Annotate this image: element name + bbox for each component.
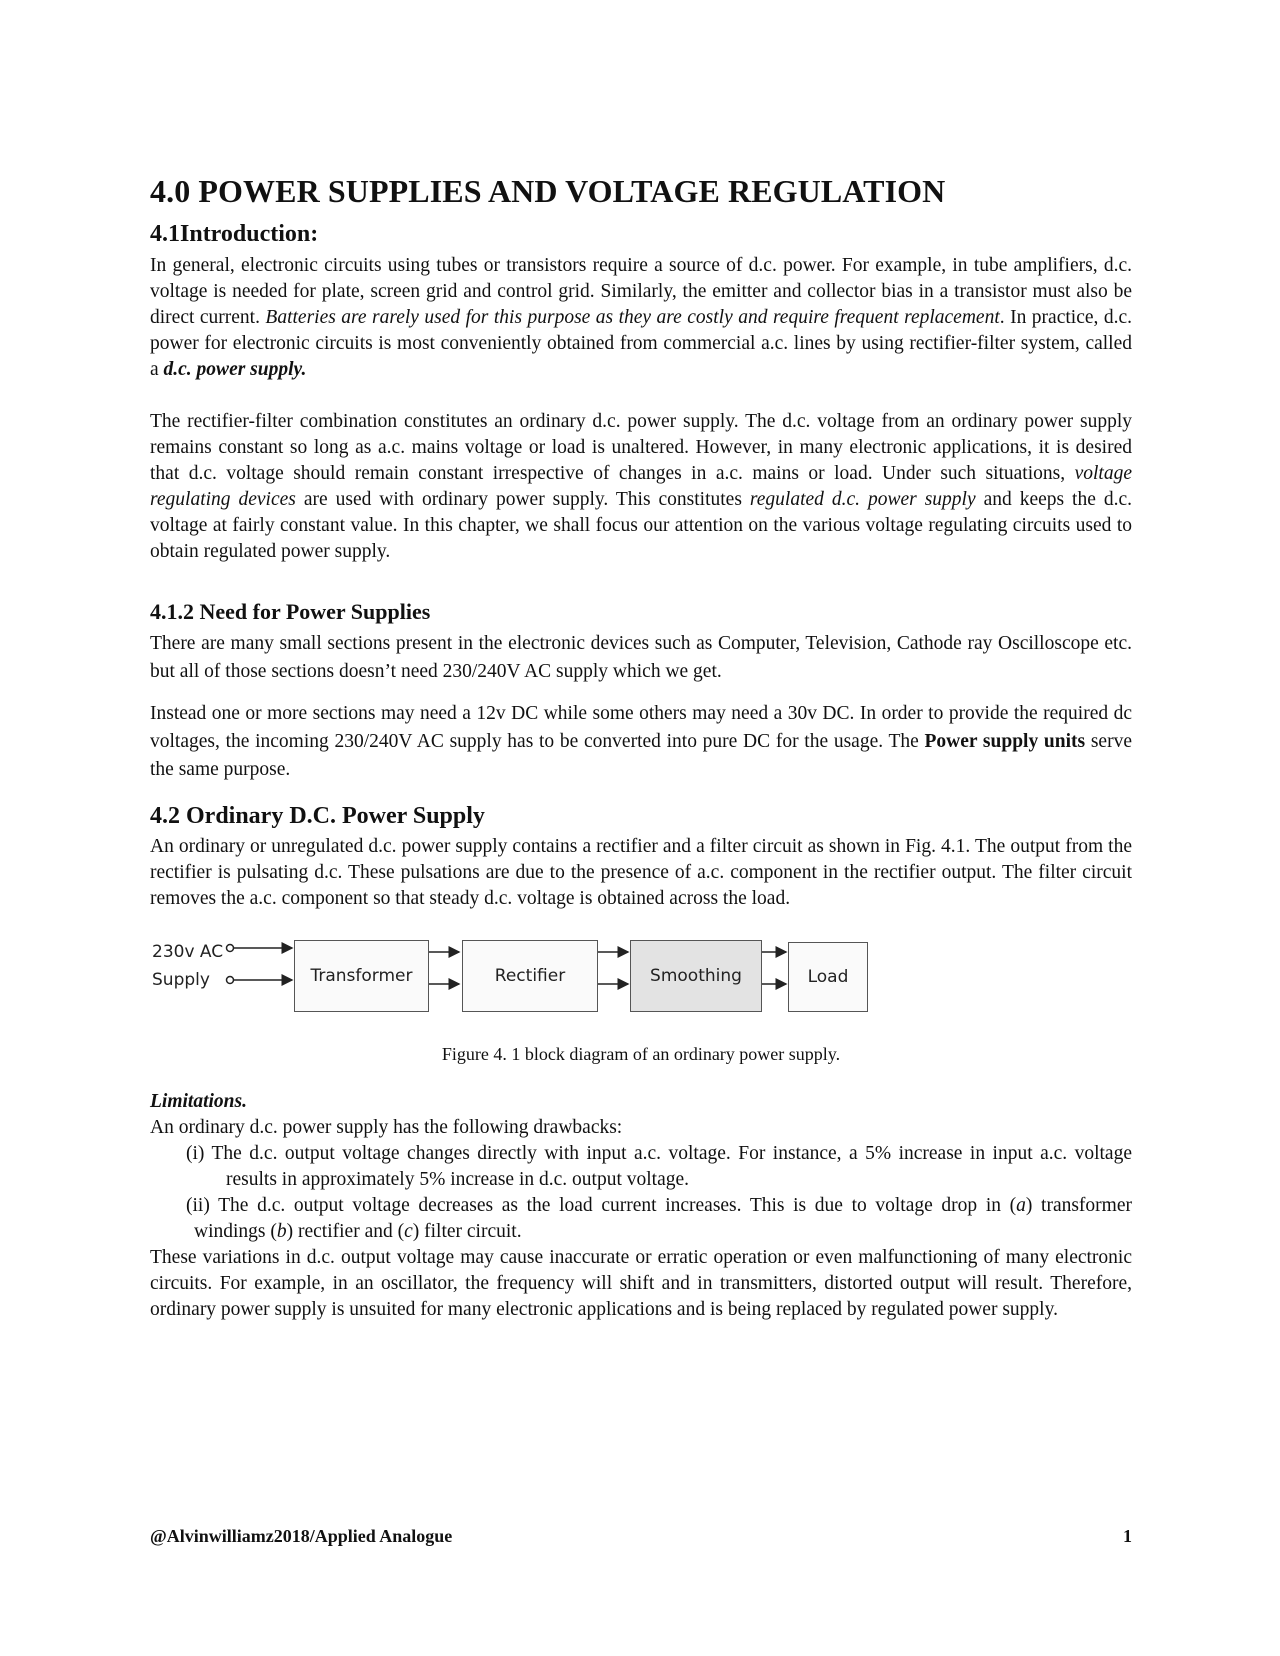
document-page	[150, 172, 1132, 1323]
source-label-line2: Supply	[152, 970, 210, 991]
page-number: 1	[1123, 1526, 1132, 1546]
limitation-item-1: (i) The d.c. output voltage changes directly with input a.c. voltage. For instance, a 5% increase in input a.c. voltage results in approximately 5% increase in d.c. output voltage.	[186, 1143, 1132, 1191]
intro-paragraph-2: The rectifier-filter combination constitutes an ordinary d.c. power supply. The d.c. voltage from an ordinary power supply remains constant so long as a.c. mains voltage or load is unaltered. However, in many electronic applications, it is desired that d.c. voltage should remain constant irrespective of changes in a.c. mains or load. Under such situations, voltage regulating devices are used with ordinary power supply. This constitutes regulated d.c. power supply and keeps the d.c. voltage at fairly constant value. In this chapter, we shall focus our attention on the various voltage regulating circuits used to obtain regulated power supply.	[150, 411, 1132, 563]
need-heading: 4.1.2 Need for Power Supplies	[150, 599, 431, 625]
limitations-title: Limitations.	[150, 1091, 247, 1113]
block-diagram	[150, 928, 890, 1018]
need-paragraph-2: Instead one or more sections may need a 12v DC while some others may need a 30v DC. In order to provide the required dc voltages, the incoming 230/240V AC supply has to be converted into pure DC for the usage. The Power supply units serve the same purpose.	[150, 702, 1132, 780]
page-footer	[150, 1526, 1132, 1547]
intro-heading: 4.1Introduction:	[150, 221, 319, 248]
rectifier-block: Rectifier	[462, 940, 598, 1012]
smoothing-block: Smoothing	[630, 940, 762, 1012]
ordinary-paragraph: An ordinary or unregulated d.c. power supply contains a rectifier and a filter circuit as shown in Fig. 4.1. The output from the rectifier is pulsating d.c. These pulsations are due to the presence of a.c. component in the rectifier output. The filter circuit removes the a.c. component so that steady d.c. voltage is obtained across the load.	[150, 836, 1132, 910]
limitations-closing: These variations in d.c. output voltage may cause inaccurate or erratic operation or even malfunctioning of many electronic circuits. For example, in an oscillator, the frequency will shift and in transmitters, distorted output will result. Therefore, ordinary power supply is unsuited for many electronic applications and is being replaced by regulated power supply.	[150, 1247, 1132, 1321]
need-paragraph-1: There are many small sections present in the electronic devices such as Computer, Television, Cathode ray Oscilloscope etc. but all of those sections doesn’t need 230/240V AC supply which we get.	[150, 632, 1132, 682]
footer-credit: @Alvinwilliamz2018/Applied Analogue	[150, 1526, 453, 1546]
chapter-title: 4.0 POWER SUPPLIES AND VOLTAGE REGULATION	[150, 173, 946, 209]
limitations-intro: An ordinary d.c. power supply has the following drawbacks:	[150, 1117, 623, 1139]
figure-caption: Figure 4. 1 block diagram of an ordinary power supply.	[441, 1044, 841, 1065]
source-label-line1: 230v AC	[152, 942, 224, 963]
intro-paragraph-1: In general, electronic circuits using tubes or transistors require a source of d.c. power. For example, in tube amplifiers, d.c. voltage is needed for plate, screen grid and control grid. Similarly, the emitter and collector bias in a transistor must also be direct current. Batteries are rarely used for this purpose as they are costly and require frequent replacement. In practice, d.c. power for electronic circuits is most conveniently obtained from commercial a.c. lines by using rectifier-filter system, called a d.c. power supply.	[150, 255, 1132, 381]
transformer-block: Transformer	[294, 940, 429, 1012]
terminal-bottom	[227, 977, 234, 984]
ordinary-heading: 4.2 Ordinary D.C. Power Supply	[150, 802, 485, 829]
load-block: Load	[788, 942, 868, 1012]
terminal-top	[227, 945, 234, 952]
limitation-item-2: (ii) The d.c. output voltage decreases as the load current increases. This is due to voltage drop in (a) transformer windings (b) rectifier and (c) filter circuit.	[186, 1195, 1132, 1243]
